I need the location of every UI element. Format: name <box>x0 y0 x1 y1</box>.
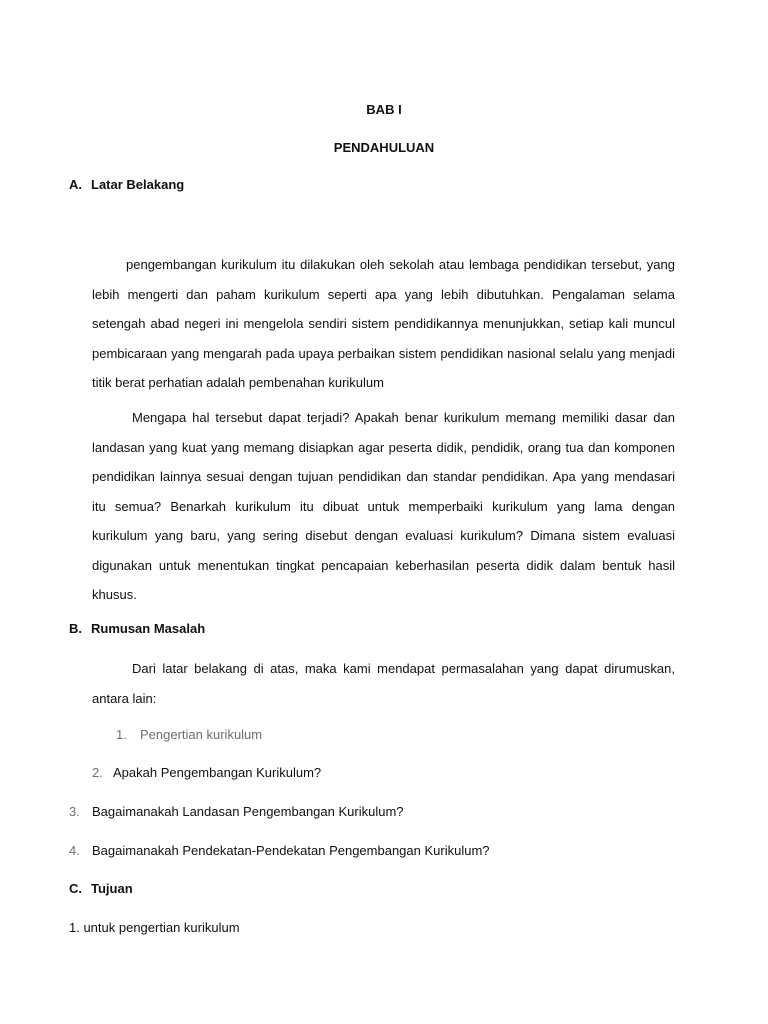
section-c-title: Tujuan <box>91 881 133 896</box>
paragraph-line: titik berat perhatian adalah pembenahan kurikulum <box>92 375 384 390</box>
paragraph-line: kurikulum yang baru, yang sering disebut dengan evaluasi kurikulum? Dimana sistem evaluasi <box>92 528 675 543</box>
paragraph-line: setengah abad negeri ini mengelola sendiri sistem pendidikannya menunjukkan, setiap kali muncul <box>92 316 675 331</box>
problem-item-3-number: 3. <box>69 804 80 819</box>
section-b-title: Rumusan Masalah <box>91 621 206 636</box>
section-b-label: B. <box>69 621 82 636</box>
problem-item-3-text: Bagaimanakah Landasan Pengembangan Kurikulum? <box>92 804 404 819</box>
problem-item-4-number: 4. <box>69 843 80 858</box>
chapter-title: BAB I <box>366 102 402 117</box>
background-paragraph-2 <box>92 403 675 610</box>
goal-item-1: 1. untuk pengertian kurikulum <box>69 920 240 935</box>
paragraph-line: pendidikan lainnya sesuai dengan tujuan pendidikan dan standar pendidikan. Apa yang mendasari <box>92 469 675 484</box>
problem-item-1-number: 1. <box>116 727 127 742</box>
problem-item-2-text: Apakah Pengembangan Kurikulum? <box>113 765 322 780</box>
problem-item-2-number: 2. <box>92 765 103 780</box>
problem-item-1-text: Pengertian kurikulum <box>140 727 263 742</box>
problem-item-4-text: Bagaimanakah Pendekatan-Pendekatan Pengembangan Kurikulum? <box>92 843 490 858</box>
section-a-title: Latar Belakang <box>91 177 185 192</box>
problem-intro-paragraph <box>92 654 675 713</box>
paragraph-line: khusus. <box>92 587 137 602</box>
background-paragraph-1 <box>92 250 675 398</box>
paragraph-line: pengembangan kurikulum itu dilakukan oleh sekolah atau lembaga pendidikan tersebut, yang <box>126 257 675 272</box>
paragraph-line: landasan yang kuat yang memang disiapkan agar peserta didik, pendidik, orang tua dan komponen <box>92 439 675 455</box>
paragraph-line: lebih mengerti dan paham kurikulum seperti apa yang lebih dibutuhkan. Pengalaman selama <box>92 286 675 302</box>
section-c-label: C. <box>69 881 82 896</box>
paragraph-line: pembicaraan yang mengarah pada upaya perbaikan sistem pendidikan nasional selalu yang menjadi <box>92 345 675 361</box>
paragraph-line: Mengapa hal tersebut dapat terjadi? Apakah benar kurikulum memang memiliki dasar dan <box>132 410 675 425</box>
paragraph-line: Dari latar belakang di atas, maka kami mendapat permasalahan yang dapat dirumuskan, <box>132 661 675 676</box>
paragraph-line: antara lain: <box>92 690 157 706</box>
paragraph-line: itu semua? Benarkah kurikulum itu dibuat untuk memperbaiki kurikulum yang lama dengan <box>92 498 675 514</box>
paragraph-line: digunakan untuk menentukan tingkat pencapaian keberhasilan peserta didik dalam bentuk hasil <box>92 557 675 573</box>
section-a-label: A. <box>69 177 82 192</box>
chapter-subtitle: PENDAHULUAN <box>333 140 435 155</box>
